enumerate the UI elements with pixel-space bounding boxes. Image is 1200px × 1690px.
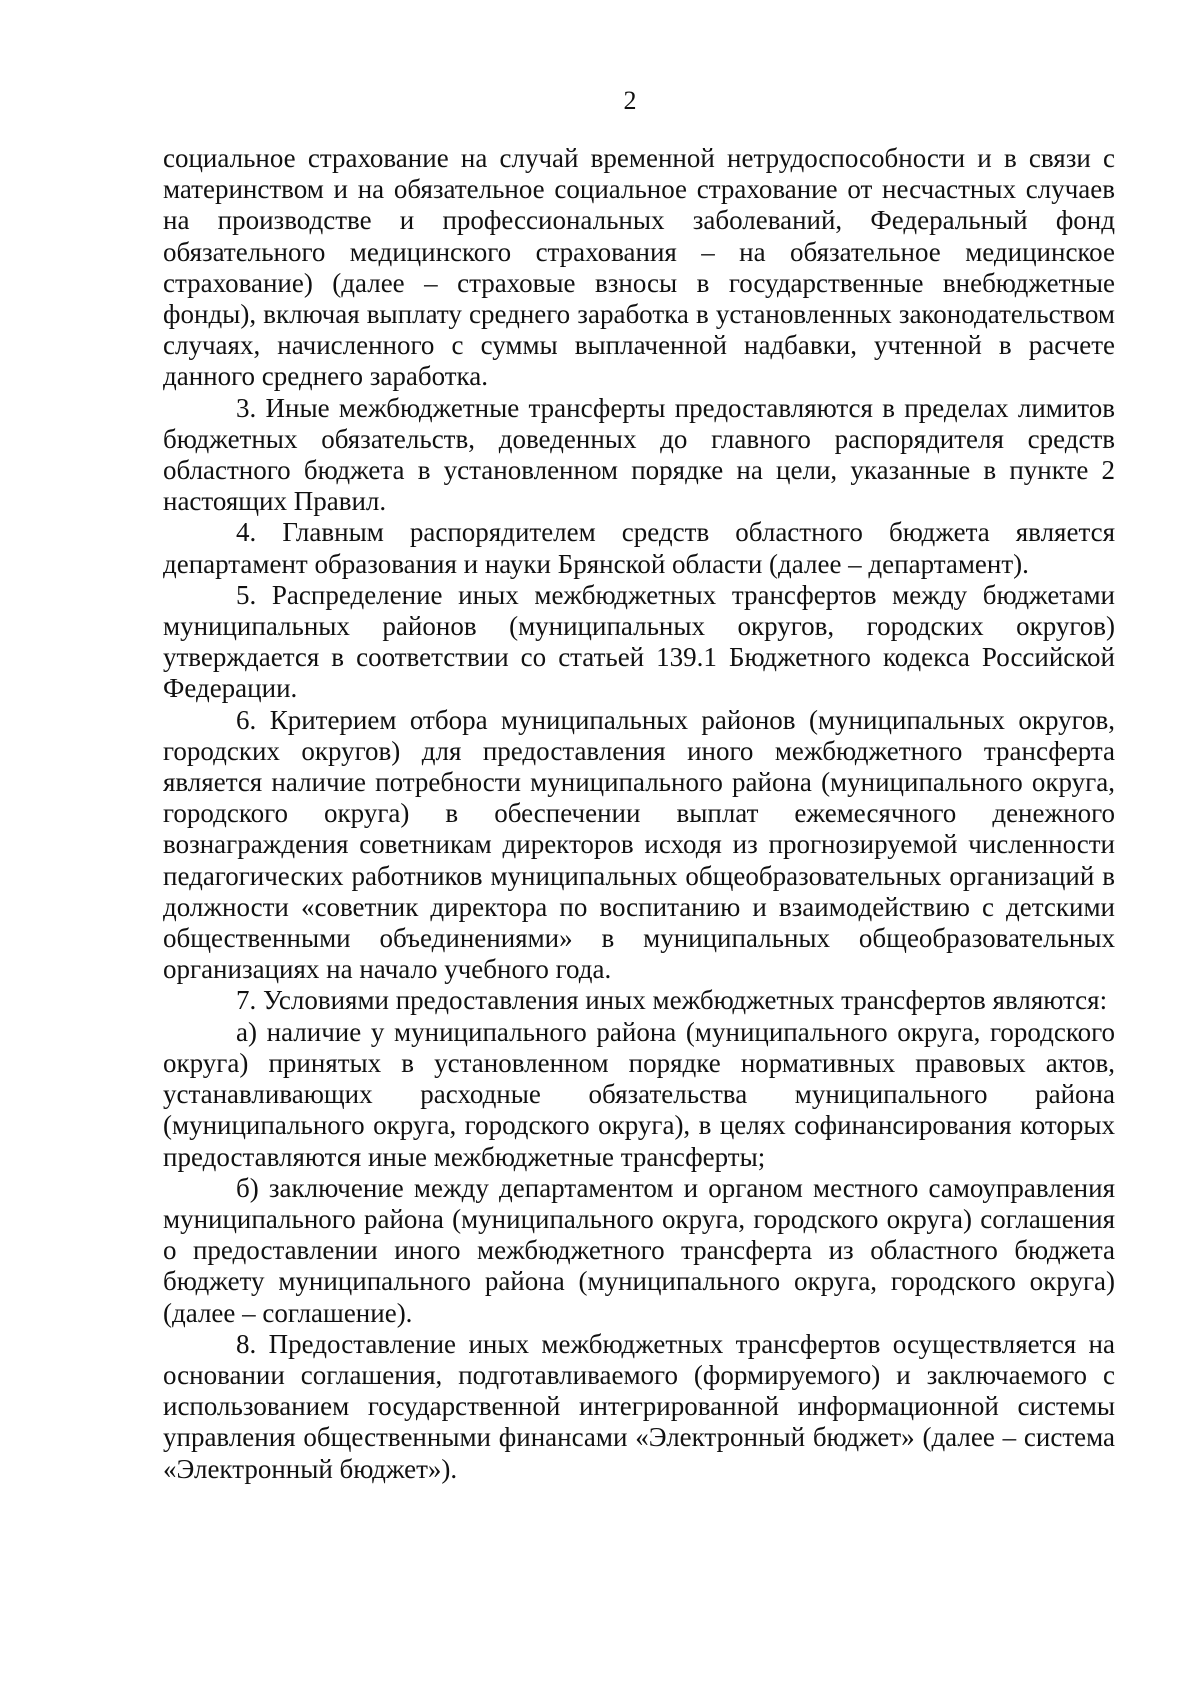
page-number: 2 xyxy=(623,86,637,115)
paragraph-item-7b: б) заключение между департаментом и органом местного самоуправления муниципального района (муниципального округа, городского округа) соглашения о предоставлении иного межбюджетного трансферта из областного бюджета бюджету муниципального района (муниципального округа, городского округа) (далее – соглашение). xyxy=(163,1172,1115,1328)
paragraph-item-3: 3. Иные межбюджетные трансферты предоставляются в пределах лимитов бюджетных обязательств, доведенных до главного распорядителя средств областного бюджета в установленном порядке на цели, указанные в пункте 2 настоящих Правил. xyxy=(163,392,1115,517)
paragraph-item-7: 7. Условиями предоставления иных межбюджетных трансфертов являются: xyxy=(236,985,1108,1016)
paragraph-item-8: 8. Предоставление иных межбюджетных трансфертов осуществляется на основании соглашения, подготавливаемого (формируемого) и заключаемого с использованием государственной интегрированной информационной системы управления общественными финансами «Электронный бюджет» (далее – система «Электронный бюджет»). xyxy=(163,1328,1115,1484)
paragraph-item-7a: а) наличие у муниципального района (муниципального округа, городского округа) принятых в установленном порядке нормативных правовых актов, устанавливающих расходные обязательства муниципального района (муниципального округа, городского округа), в целях софинансирования которых предоставляются иные межбюджетные трансферты; xyxy=(163,1016,1115,1172)
paragraph-item-5: 5. Распределение иных межбюджетных трансфертов между бюджетами муниципальных районов (муниципальных округов, городских округов) утверждается в соответствии со статьей 139.1 Бюджетного кодекса Российской Федерации. xyxy=(163,579,1115,704)
paragraph-continuation: социальное страхование на случай временной нетрудоспособности и в связи с материнством и на обязательное социальное страхование от несчастных случаев на производстве и профессиональных заболеваний, Федеральный фонд обязательного медицинского страхования – на обязательное медицинское страхование) (далее – страховые взносы в государственные внебюджетные фонды), включая выплату среднего заработка в установленных законодательством случаях, начисленного с суммы выплаченной надбавки, учтенной в расчете данного среднего заработка. xyxy=(163,143,1115,392)
paragraph-item-4: 4. Главным распорядителем средств областного бюджета является департамент образования и науки Брянской области (далее – департамент). xyxy=(163,517,1115,579)
paragraph-item-6: 6. Критерием отбора муниципальных районов (муниципальных округов, городских округов) для предоставления иного межбюджетного трансферта является наличие потребности муниципального района (муниципального округа, городского округа) в обеспечении выплат ежемесячного денежного вознаграждения советникам директоров исходя из прогнозируемой численности педагогических работников муниципальных общеобразовательных организаций в должности «советник директора по воспитанию и взаимодействию с детскими общественными объединениями» в муниципальных общеобразовательных организациях на начало учебного года. xyxy=(163,704,1115,985)
document-body xyxy=(163,143,1115,1485)
